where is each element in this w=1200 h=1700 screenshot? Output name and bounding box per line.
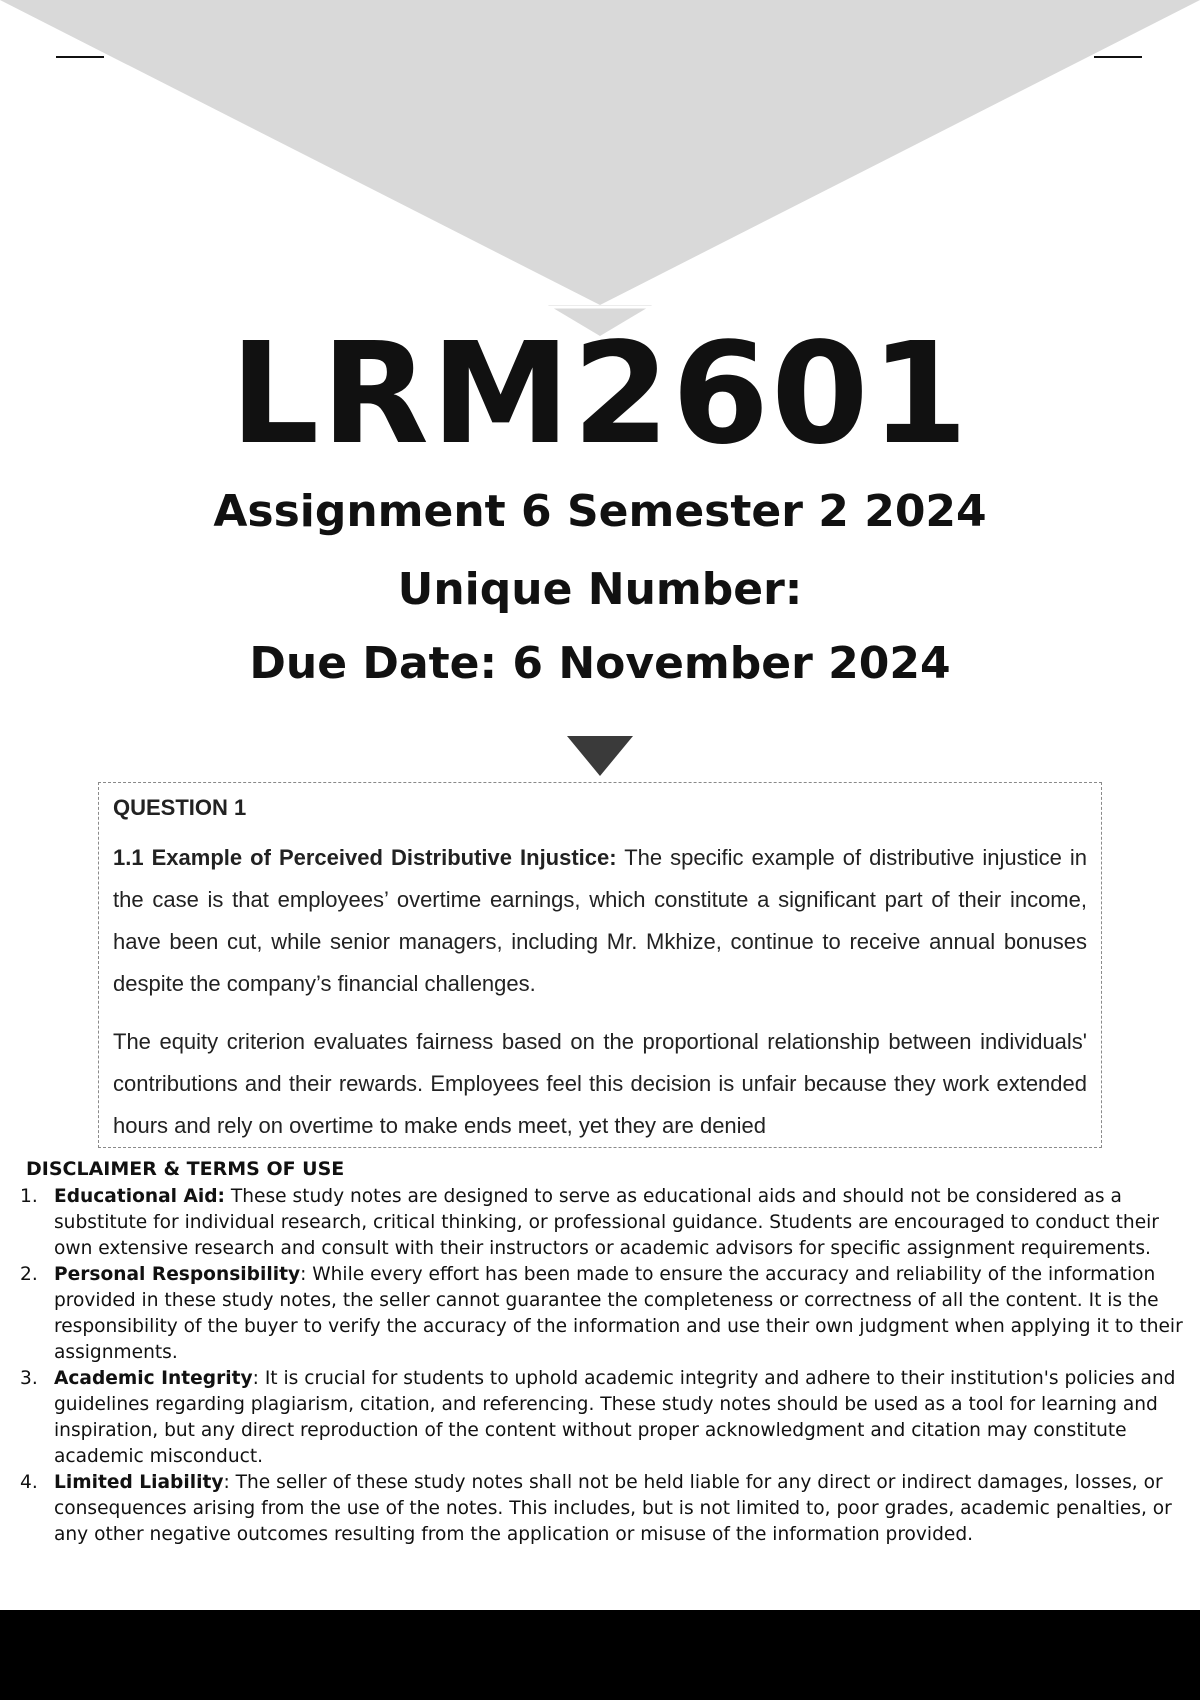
due-date-line: Due Date: 6 November 2024 — [249, 638, 951, 689]
disclaimer-item — [16, 1262, 1188, 1366]
disclaimer-item-label: Academic Integrity — [54, 1368, 253, 1389]
disclaimer-item-label: Educational Aid: — [54, 1186, 225, 1207]
question-paragraph-2: The equity criterion evaluates fairness based on the proportional relationship between individuals' contributions and their rewards. Employees feel this decision is unfair because they work extended hours and rely on overtime to make ends meet, yet they are denied — [113, 1029, 1087, 1138]
question-heading: QUESTION 1 — [113, 795, 247, 820]
question-preview-box — [98, 782, 1102, 1148]
corner-rule-left — [56, 56, 104, 58]
disclaimer-item — [16, 1470, 1188, 1548]
disclaimer-item — [16, 1366, 1188, 1470]
disclaimer-title: DISCLAIMER & TERMS OF USE — [26, 1158, 345, 1180]
disclaimer-item-number: 1. — [20, 1186, 38, 1207]
question-1-1-label: 1.1 Example of Perceived Distributive Injustice: — [113, 845, 617, 870]
disclaimer-item-text: These study notes are designed to serve as educational aids and should not be considered as a substitute for individual research, critical thinking, or professional guidance. Students are encouraged to conduct their own extensive research and consult with their instructors or academic advisors for specific assignment requirements. — [54, 1186, 1159, 1259]
disclaimer-item-number: 2. — [20, 1264, 38, 1285]
disclaimer-item — [16, 1184, 1188, 1262]
disclaimer-item-label: Limited Liability — [54, 1472, 224, 1493]
banner-chevron-shape — [0, 0, 1200, 305]
disclaimer-section — [16, 1158, 1188, 1548]
question-paragraph-1 — [113, 837, 1087, 1005]
unique-number-line: Unique Number: — [397, 564, 803, 615]
disclaimer-item-number: 3. — [20, 1368, 38, 1389]
footer-bar — [0, 1610, 1200, 1700]
disclaimer-item-number: 4. — [20, 1472, 38, 1493]
title-block — [0, 313, 1200, 690]
down-arrow-icon — [567, 736, 633, 776]
course-code: LRM2601 — [230, 313, 970, 476]
disclaimer-list — [16, 1184, 1188, 1548]
banner-chevron — [0, 0, 1200, 340]
assignment-line: Assignment 6 Semester 2 2024 — [213, 486, 987, 537]
disclaimer-item-label: Personal Responsibility — [54, 1264, 301, 1285]
corner-rule-right — [1094, 56, 1142, 58]
disclaimer-item-text: : While every effort has been made to ensure the accuracy and reliability of the information provided in these study notes, the seller cannot guarantee the completeness or correctness of all the content. It is the responsibility of the buyer to verify the accuracy of the information and use their own judgment when applying it to their assignments. — [54, 1264, 1183, 1363]
disclaimer-item-text: : The seller of these study notes shall not be held liable for any direct or indirect damages, losses, or consequences arising from the use of the notes. This includes, but is not limited to, poor grades, academic penalties, or any other negative outcomes resulting from the application or misuse of the information provided. — [54, 1472, 1172, 1545]
disclaimer-item-text: : It is crucial for students to uphold academic integrity and adhere to their institution's policies and guidelines regarding plagiarism, citation, and referencing. These study notes should be used as a tool for learning and inspiration, but any direct reproduction of the content without proper acknowledgment and citation may constitute academic misconduct. — [54, 1368, 1176, 1467]
question-1-1-text: The specific example of distributive injustice in the case is that employees’ overtime earnings, which constitute a significant part of their income, have been cut, while senior managers, including Mr. Mkhize, continue to receive annual bonuses despite the company’s financial challenges. — [113, 845, 1087, 996]
